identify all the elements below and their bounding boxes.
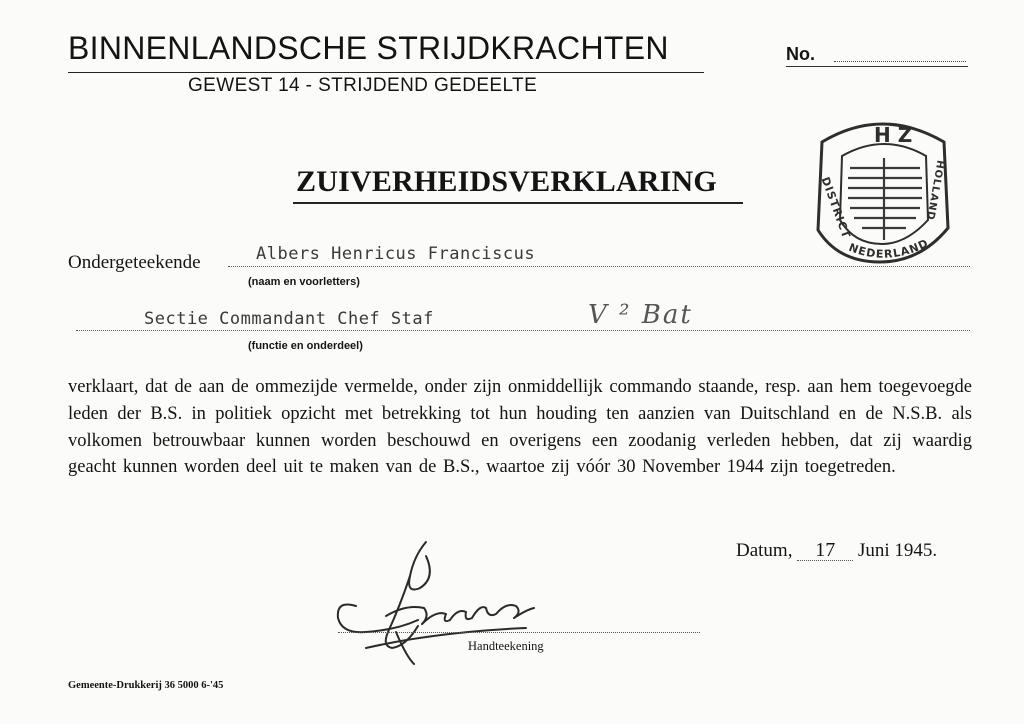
undersigned-name: Albers Henricus Franciscus	[256, 244, 536, 264]
undersigned-caption: (naam en voorletters)	[248, 276, 360, 288]
date-line	[736, 540, 937, 562]
stamp-left-text: DISTRICT	[818, 175, 853, 241]
undersigned-label: Ondergeteekende	[68, 252, 201, 273]
organization-subtitle: GEWEST 14 - STRIJDEND GEDEELTE	[188, 75, 538, 96]
stamp-hatching	[848, 158, 922, 240]
number-underline	[786, 66, 968, 67]
organization-underline	[68, 72, 704, 73]
date-label: Datum,	[736, 540, 793, 561]
number-label: No.	[786, 44, 815, 64]
stamp-bottom-text: NEDERLAND	[846, 236, 931, 261]
document-title-underline	[293, 202, 743, 204]
stamp-top-text: H Z	[874, 123, 913, 147]
date-rest: Juni 1945.	[857, 540, 938, 561]
signature-caption: Handteekening	[468, 639, 544, 653]
stamp-right-text: HOLLAND	[924, 159, 946, 222]
organization-name: BINNENLANDSCHE STRIJDKRACHTEN	[68, 30, 669, 66]
district-stamp	[808, 112, 956, 270]
undersigned-dotted-line	[228, 266, 970, 267]
date-day: 17	[797, 540, 853, 561]
signature-dotted-line	[338, 632, 700, 633]
function-dotted-line	[76, 330, 970, 331]
number-field	[834, 61, 966, 62]
declaration-text: verklaart, dat de aan de ommezijde vermelde, onder zijn onmiddellijk commando staande, resp. aan hem toegevoegde leden der B.S. in politiek opzicht met betrekking tot hun houding ten aanzien van Duitschland en de N.S.B. als volkomen betrouwbaar kunnen worden beschouwd en overigens een zoodanig verleden hebben, dat zij waardig geacht kunnen worden deel uit te maken van de B.S., waartoe zij vóór 30 November 1944 zijn toegetreden.	[68, 377, 972, 478]
function-caption: (functie en onderdeel)	[248, 340, 363, 352]
document-title: ZUIVERHEIDSVERKLARING	[296, 165, 717, 198]
function-handwritten-note: V ² Bat	[588, 300, 693, 330]
function-value: Sectie Commandant Chef Staf	[144, 309, 434, 329]
printer-footer: Gemeente-Drukkerij 36 5000 6-'45	[68, 680, 224, 691]
